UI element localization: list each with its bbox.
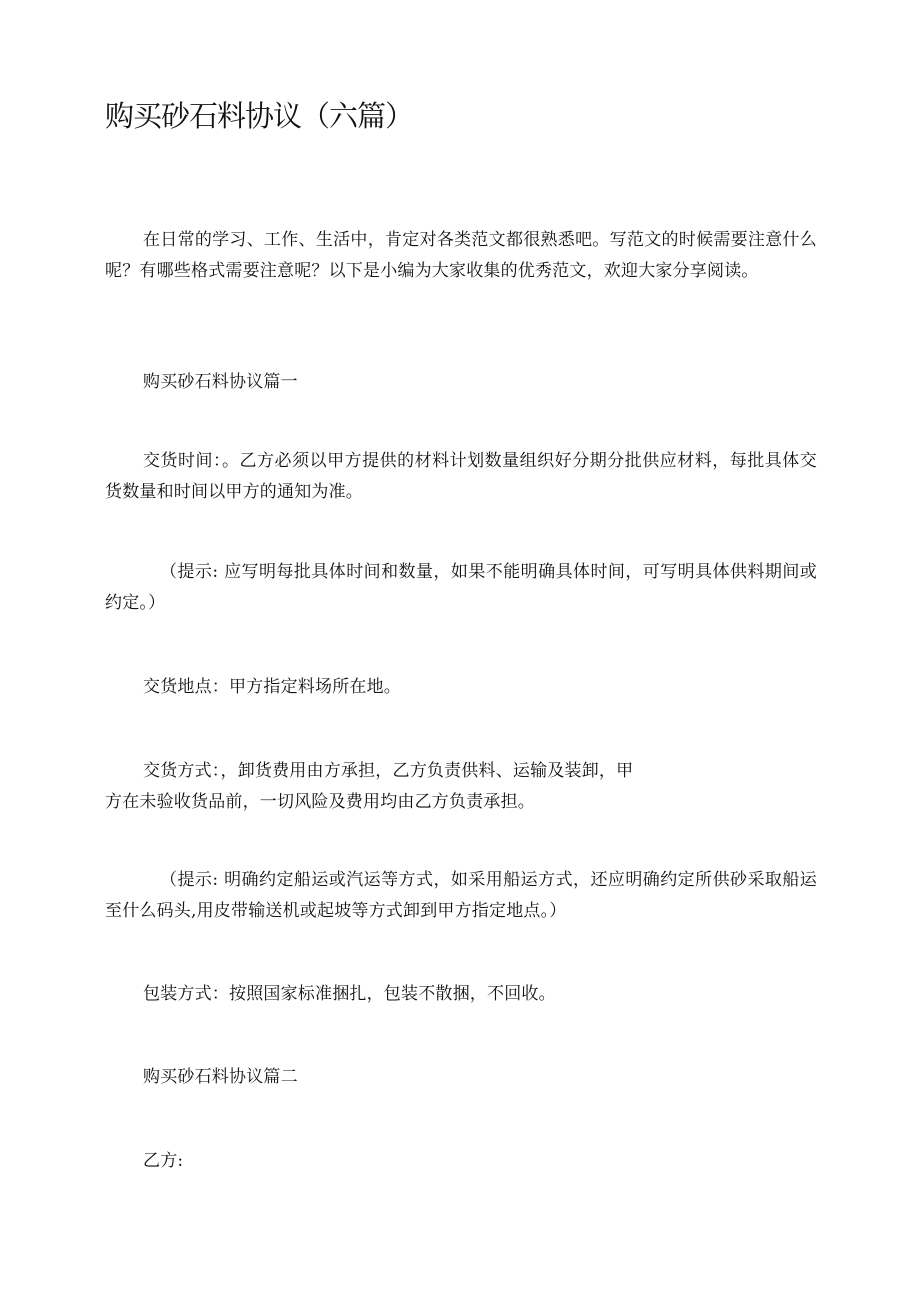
delivery-time-paragraph: 交货时间：。乙方必须以甲方提供的材料计划数量组织好分期分批供应材料，每批具体交货数量和时间以甲方的通知为准。 bbox=[105, 451, 817, 502]
party-b-label: 乙方: bbox=[143, 1151, 184, 1171]
delivery-method-line-two: 方在未验收货品前，一切风险及费用均由乙方负责承担。 bbox=[105, 792, 535, 812]
intro-paragraph: 在日常的学习、工作、生活中，肯定对各类范文都很熟悉吧。写范文的时候需要注意什么呢？有哪些格式需要注意呢？以下是小编为大家收集的优秀范文，欢迎大家分享阅读。 bbox=[105, 230, 817, 281]
delivery-method-tip: （提示: 明确约定船运或汽运等方式，如采用船运方式，还应明确约定所供砂采取船运至什么码头,用皮带输送机或起坡等方式卸到甲方指定地点。） bbox=[105, 870, 817, 921]
section-heading-one: 购买砂石料协议篇一 bbox=[143, 372, 298, 392]
section-heading-two: 购买砂石料协议篇二 bbox=[143, 1067, 298, 1087]
delivery-time-tip: （提示: 应写明每批具体时间和数量，如果不能明确具体时间，可写明具体供料期间或约定。） bbox=[105, 562, 817, 613]
packaging-paragraph: 包装方式：按照国家标准捆扎，包装不散捆，不回收。 bbox=[143, 984, 556, 1004]
delivery-method-line-one: 交货方式：，卸货费用由方承担，乙方负责供料、运输及装卸，甲 bbox=[143, 761, 634, 781]
document-title: 购买砂石料协议（六篇） bbox=[105, 99, 414, 133]
delivery-location-paragraph: 交货地点：甲方指定料场所在地。 bbox=[143, 677, 401, 697]
